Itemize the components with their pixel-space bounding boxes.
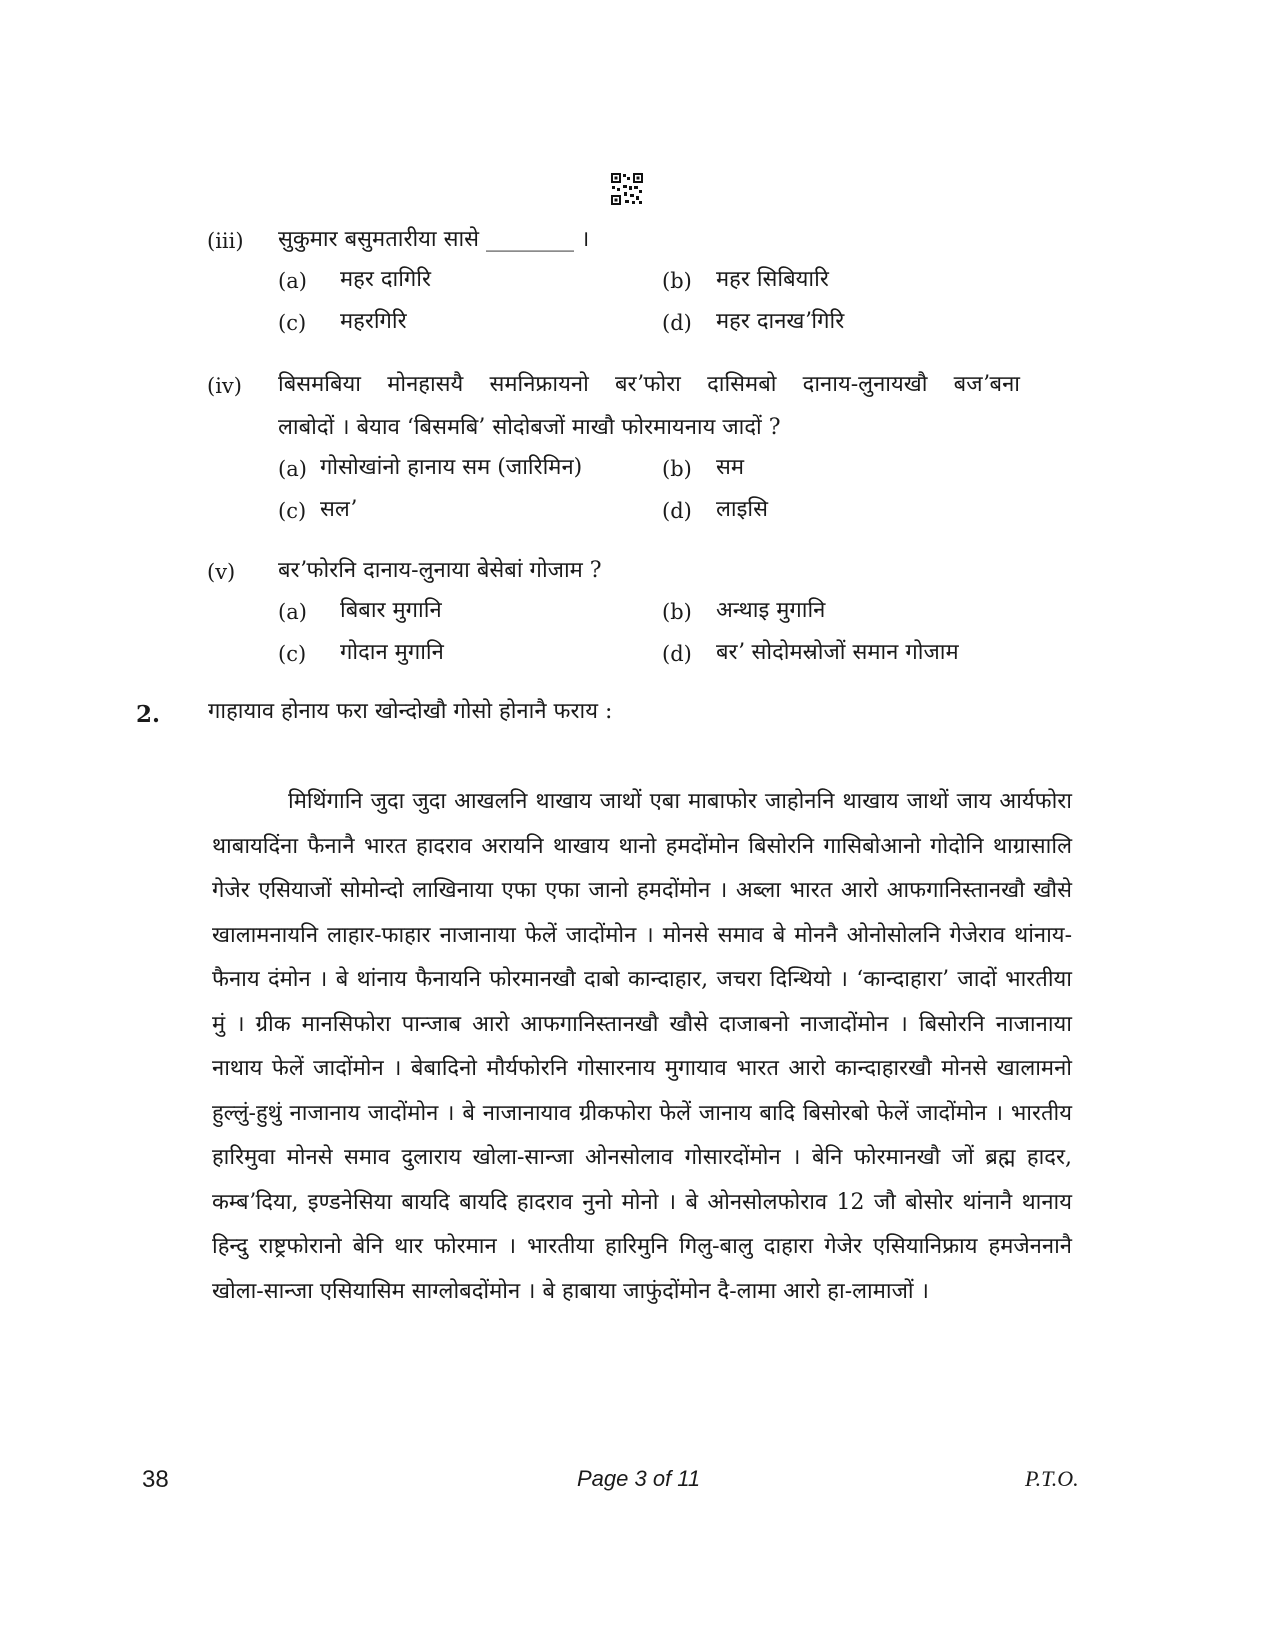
option-label: (d): [662, 311, 692, 335]
option-text: गोदान मुगानि: [340, 640, 444, 665]
page-code: 38: [142, 1466, 169, 1493]
page-number: Page 3 of 11: [577, 1466, 701, 1491]
reading-passage: [212, 780, 1072, 1314]
question-number: (v): [207, 560, 236, 584]
question-number: 2.: [136, 701, 161, 728]
question-number: (iii): [207, 229, 244, 253]
option-text: बिबार मुगानि: [340, 598, 442, 623]
option-label: (c): [278, 311, 307, 335]
question-stem: सुकुमार बसुमतारीया सासे ________ ।: [278, 227, 590, 252]
option-text: महर दागिरि: [340, 267, 431, 292]
question-stem: बिसमबिया मोनहासयै समनिफ्रायनो बरʼफोरा दासिमबो दानाय-लुनायखौ बजʼबना: [278, 372, 1020, 397]
qr-code-icon: [610, 172, 644, 206]
pto-label: P.T.O.: [1025, 1466, 1079, 1491]
option-label: (c): [278, 499, 307, 523]
option-text: गोसोखांनो हानाय सम (जारिमिन): [320, 455, 583, 480]
option-text: महर सिबियारि: [716, 267, 829, 292]
passage-text: मिथिंगानि जुदा जुदा आखलनि थाखाय जाथों एबा माबाफोर जाहोननि थाखाय जाथों जाय आर्यफोरा थाबायदिंना फैनानै भारत हादराव अरायनि थाखाय थानो हमदोंमोन बिसोरनि गासिबोआनो गोदोनि थाग्रासालि गेजेर एसियाजों सोमोन्दो लाखिनाया एफा एफा जानो हमदोंमोन । अब्ला भारत आरो आफगानिस्तानखौ खौसे खालामनायनि लाहार-फाहार नाजानाया फेलें जादोंमोन । मोनसे समाव बे मोननै ओनोसोलनि गेजेराव थांनाय-फैनाय दंमोन । बे थांनाय फैनायनि फोरमानखौ दाबो कान्दाहार, जचरा दिन्थियो । ‘कान्दाहारा’ जादों भारतीया मुं । ग्रीक मानसिफोरा पान्जाब आरो आफगानिस्तानखौ खौसे दाजाबनो नाजादोंमोन । बिसोरनि नाजानाया नाथाय फेलें जादोंमोन । बेबादिनो मौर्यफोरनि गोसारनाय मुगायाव भारत आरो कान्दाहारखौ मोनसे खालामनो हुल्लुं-हुथुं नाजानाय जादोंमोन । बे नाजानायाव ग्रीकफोरा फेलें जानाय बादि बिसोरबो फेलें जादोंमोन । भारतीय हारिमुवा मोनसे समाव दुलाराय खोला-सान्जा ओनसोलाव गोसारदोंमोन । बेनि फोरमानखौ जों ब्रह्म हादर, कम्बʼदिया, इण्डनेसिया बायदि बायदि हादराव नुनो मोनो । बे ओनसोलफोराव 12 जौ बोसोर थांनानै थानाय हिन्दु राष्ट्रफोरानो बेनि थार फोरमान । भारतीया हारिमुनि गिलु-बालु दाहारा गेजेर एसियानिफ्राय हमजेननानै खोला-सान्जा एसियासिम साग्लोबदोंमोन । बे हाबाया जाफुंदोंमोन दै-लामा आरो हा-लामाजों ।: [212, 789, 1072, 1304]
option-label: (a): [278, 600, 307, 624]
option-label: (d): [662, 642, 692, 666]
question-stem: लाबोदों । बेयाव ‘बिसमबि’ सोदोबजों माखौ फोरमायनाय जादों ?: [278, 415, 781, 440]
section-instruction: गाहायाव होनाय फरा खोन्दोखौ गोसो होनानै फराय :: [208, 699, 613, 724]
option-text: सम: [716, 455, 745, 480]
option-label: (c): [278, 642, 307, 666]
question-number: (iv): [207, 374, 242, 398]
option-text: महर दानखʼगिरि: [716, 309, 845, 334]
option-label: (d): [662, 499, 692, 523]
question-stem: बरʼफोरनि दानाय-लुनाया बेसेबां गोजाम ?: [278, 558, 602, 583]
option-text: अन्थाइ मुगानि: [716, 598, 826, 623]
option-label: (a): [278, 457, 307, 481]
option-label: (b): [662, 457, 692, 481]
option-label: (a): [278, 269, 307, 293]
option-label: (b): [662, 600, 692, 624]
option-text: महरगिरि: [340, 309, 407, 334]
option-label: (b): [662, 269, 692, 293]
option-text: बरʼ सोदोमस्रोजों समान गोजाम: [716, 640, 959, 665]
option-text: सलʼ: [320, 497, 357, 522]
option-text: लाइसि: [716, 497, 768, 522]
